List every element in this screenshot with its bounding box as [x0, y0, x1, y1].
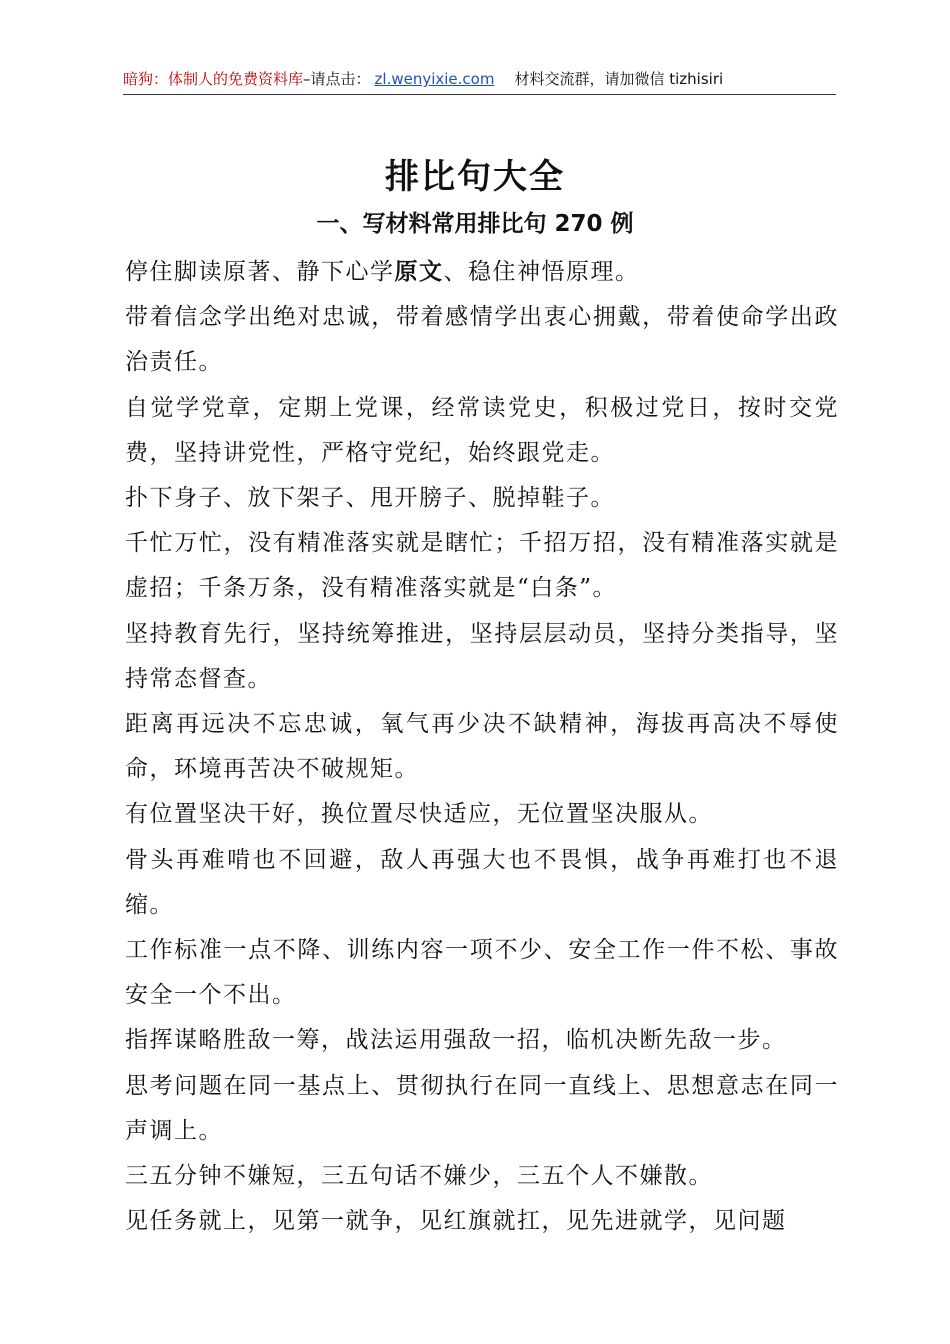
section-heading: 一、写材料常用排比句 270 例 [316, 211, 634, 237]
paragraph: 见任务就上，见第一就争，见红旗就扛，见先进就学，见问题 [125, 1208, 787, 1235]
paragraph: 有位置坚决干好，换位置尽快适应，无位置坚决服从。 [125, 801, 713, 828]
paragraph: 指挥谋略胜敌一筹，战法运用强敌一招，临机决断先敌一步。 [125, 1027, 787, 1054]
page-header [123, 68, 836, 90]
paragraph: 坚持教育先行，坚持统筹推进，坚持层层动员，坚持分类指导，坚持常态督查。 [125, 620, 839, 692]
document-title: 排比句大全 [385, 157, 565, 197]
header-divider [123, 94, 836, 95]
paragraph-1-before: 停住脚读原著、静下心学 [125, 259, 395, 285]
paragraph: 工作标准一点不降、训练内容一项不少、安全工作一件不松、事故安全一个不出。 [125, 937, 839, 1009]
paragraph: 带着信念学出绝对忠诚，带着感情学出衷心拥戴，带着使命学出政治责任。 [125, 304, 839, 376]
paragraph: 思考问题在同一基点上、贯彻执行在同一直线上、思想意志在同一声调上。 [125, 1072, 839, 1144]
paragraph: 自觉学党章，定期上党课，经常读党史，积极过党日，按时交党费，坚持讲党性，严格守党纪，始终跟党走。 [125, 394, 839, 466]
header-contact-text: 材料交流群，请加微信 tizhisiri [514, 70, 724, 88]
header-click-prompt: –请点击： [303, 70, 371, 88]
paragraph: 扑下身子、放下架子、甩开膀子、脱掉鞋子。 [125, 485, 615, 512]
paragraph-1-bold: 原文 [394, 258, 444, 285]
paragraph: 距离再远决不忘忠诚，氧气再少决不缺精神，海拔再高决不辱使命，环境再苦决不破规矩。 [125, 711, 839, 783]
document-body [125, 249, 839, 1244]
paragraph: 三五分钟不嫌短，三五句话不嫌少，三五个人不嫌散。 [125, 1163, 713, 1190]
paragraph: 骨头再难啃也不回避，敌人再强大也不畏惧，战争再难打也不退缩。 [125, 846, 839, 918]
paragraph: 千忙万忙，没有精准落实就是瞎忙；千招万招，没有精准落实就是虚招；千条万条，没有精准落实就是“白条”。 [125, 530, 839, 602]
paragraph-1-after: 、稳住神悟原理。 [443, 259, 640, 285]
header-link[interactable]: zl.wenyixie.com [374, 70, 495, 88]
header-source-label: 暗狗：体制人的免费资料库 [123, 70, 304, 88]
paragraph-1 [125, 249, 839, 295]
